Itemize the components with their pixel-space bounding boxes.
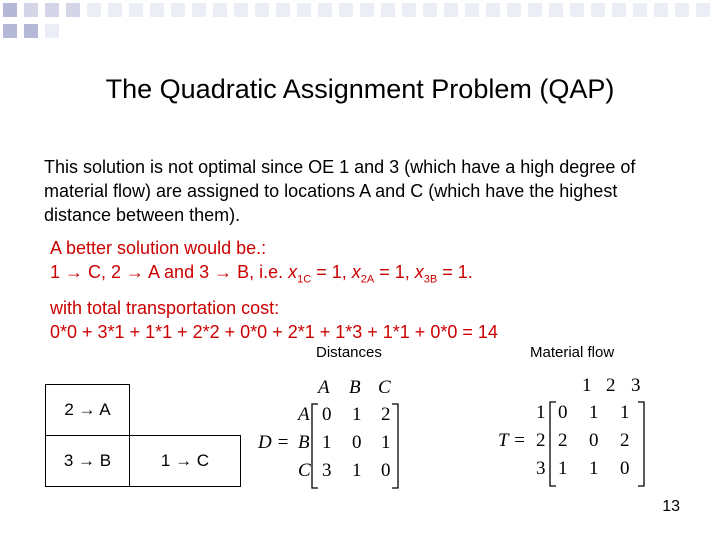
grid-cell-b: 3 → B (45, 435, 130, 487)
flow-cell: 2 (620, 430, 630, 451)
distance-col-header: A (318, 377, 330, 398)
decorative-header-squares (0, 0, 720, 46)
flow-row-header: 2 (536, 430, 546, 451)
material-flow-matrix (498, 372, 648, 492)
flow-row-header: 3 (536, 458, 546, 479)
total-cost-line-2: 0*0 + 3*1 + 1*1 + 2*2 + 0*0 + 2*1 + 1*3 + 1*1 + 0*0 = 14 (50, 322, 498, 342)
flow-row-header: 1 (536, 402, 546, 423)
flow-cell: 0 (620, 458, 630, 479)
distance-cell: 1 (352, 404, 362, 425)
flow-cell: 1 (620, 402, 630, 423)
flow-col-header: 1 (582, 375, 592, 396)
flow-cell: 2 (558, 430, 568, 451)
distance-cell: 1 (322, 432, 332, 453)
flow-cell: 1 (558, 458, 568, 479)
flow-cell: 1 (589, 458, 599, 479)
distance-row-header: B (298, 432, 310, 453)
distance-matrix (258, 374, 408, 494)
distances-label: Distances (316, 344, 382, 361)
distance-cell: 0 (322, 404, 332, 425)
distance-cell: 0 (381, 460, 391, 481)
material-flow-label: Material flow (530, 344, 615, 361)
better-solution-line-1: A better solution would be.: (50, 238, 267, 258)
total-cost-text (50, 296, 498, 344)
better-solution-variables: $x_{1C} = 1$, $x_{2A} = 1$, $x_{3B} = 1$. (288, 262, 473, 286)
distance-cell: 2 (381, 404, 391, 425)
page-number: 13 (662, 498, 680, 515)
grid-cell-a: 2 → A (45, 384, 130, 436)
distance-cell: 0 (352, 432, 362, 453)
distance-cell: 3 (322, 460, 332, 481)
grid-cell-c: 1 → C (129, 435, 241, 487)
better-solution-assignment: 1 → C, 2 → A and 3 → B, i.e. (50, 262, 289, 282)
distance-matrix-name: D = (258, 432, 290, 453)
distance-cell: 1 (381, 432, 391, 453)
slide-title: The Quadratic Assignment Problem (QAP) (105, 74, 615, 104)
distance-col-header: B (349, 377, 361, 398)
total-cost-line-1: with total transportation cost: (50, 298, 280, 318)
distance-row-header: C (298, 460, 311, 481)
better-solution-line-2 (50, 260, 473, 292)
distance-col-header: C (378, 377, 391, 398)
distance-cell: 1 (352, 460, 362, 481)
flow-col-header: 3 (631, 375, 641, 396)
distance-row-header: A (298, 404, 310, 425)
flow-col-header: 2 (606, 375, 616, 396)
flow-cell: 0 (589, 430, 599, 451)
better-solution-text (50, 236, 473, 292)
flow-cell: 1 (589, 402, 599, 423)
explanation-paragraph: This solution is not optimal since OE 1 and 3 (which have a high degree of material flow) are assigned to locations A and C (which have the highest distance between them). (44, 157, 636, 225)
flow-matrix-name: T = (498, 430, 526, 451)
flow-cell: 0 (558, 402, 568, 423)
